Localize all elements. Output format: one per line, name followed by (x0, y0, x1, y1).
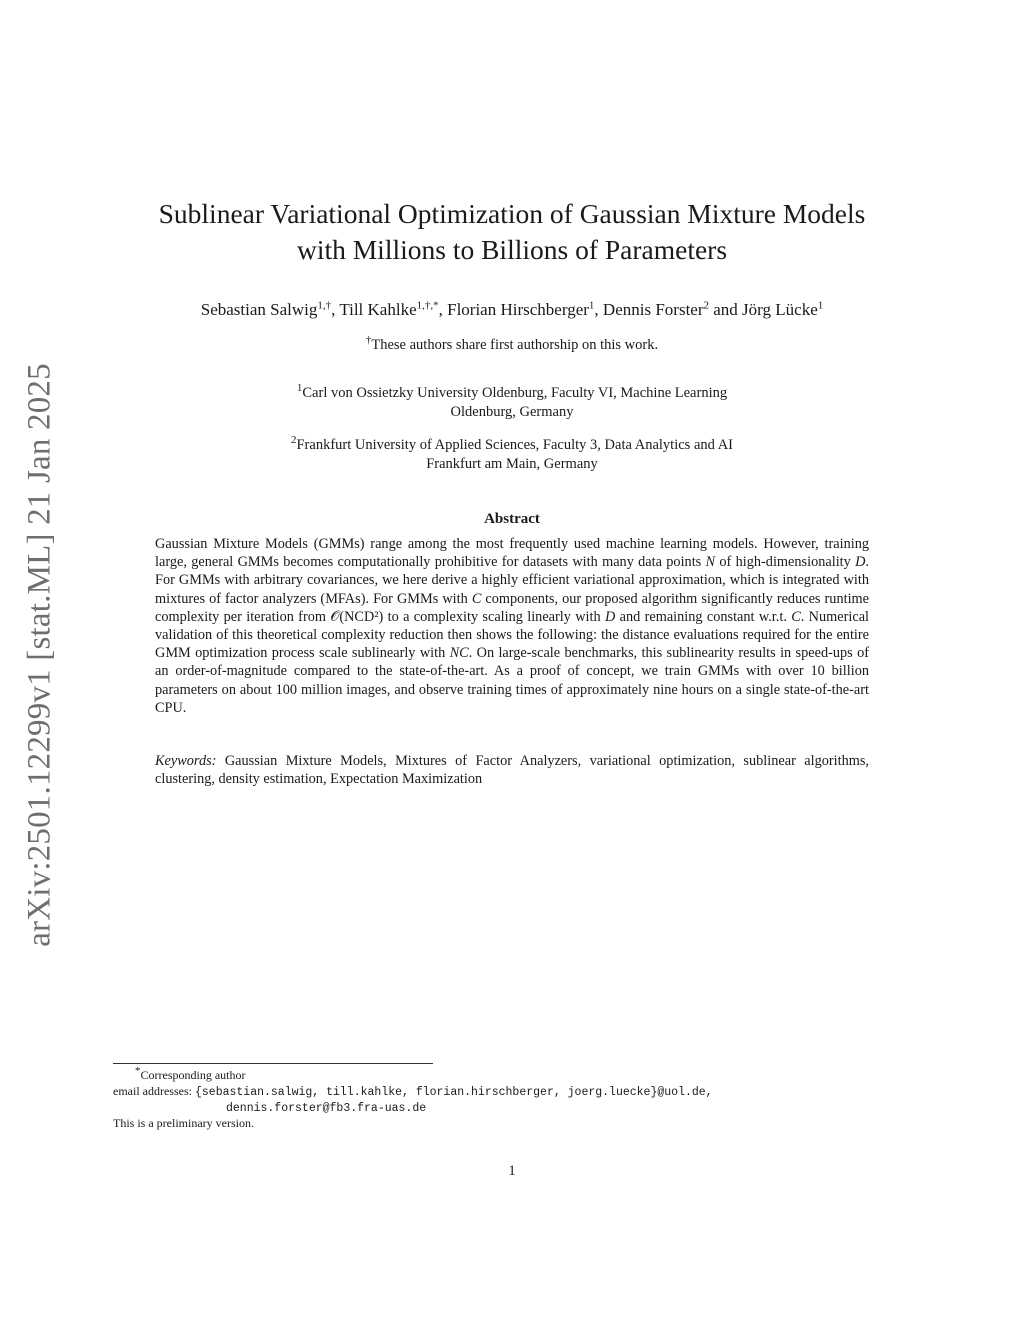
author-name: Till Kahlke (339, 300, 417, 319)
paper-title (100, 196, 924, 268)
math-symbol: NC (449, 645, 469, 662)
abstract-text: . For GMMs with arbitrary covariances, we here derive a highly efficient variational approximation, which is integrated with mixtures of factor analyzers (MFAs). For GMMs with (155, 554, 869, 607)
abstract-text: Gaussian Mixture Models (GMMs) range among the most frequently used machine learning models. However, training large, general GMMs becomes computationally prohibitive for datasets with many data points (155, 536, 869, 571)
math-symbol: D (604, 608, 616, 625)
email-label: email addresses: (113, 1084, 195, 1098)
abstract-text: components, our proposed algorithm significantly reduces runtime complexity per iteration from (155, 590, 870, 625)
author-name: Jörg Lücke (742, 300, 818, 319)
math-symbol: N (705, 554, 716, 571)
author-affiliation-mark: 1,†,* (416, 299, 439, 312)
abstract-text: of high-dimensionality (715, 554, 856, 571)
author-affiliation-mark: 1 (817, 299, 824, 312)
shared-authorship-note (0, 334, 1024, 356)
affiliation-institution: Frankfurt University of Applied Sciences, Faculty 3, Data Analytics and AI (296, 437, 734, 453)
author-list (60, 298, 964, 322)
abstract-text: . Numerical validation of this theoretical complexity reduction then shows the following: the distance evaluations required for the entire GMM optimization process scale sublinearly with (155, 608, 870, 662)
complexity-expression: 𝒪(NCD²) (330, 608, 384, 625)
shared-authorship-text: These authors share first authorship on this work. (371, 337, 659, 353)
affiliation-location: Frankfurt am Main, Germany (426, 456, 598, 472)
email-addresses: {sebastian.salwig, till.kahlke, florian.hirschberger, joerg.luecke}@uol.de, (194, 1086, 713, 1099)
keywords (155, 752, 869, 788)
author-separator: , (331, 300, 340, 319)
author-name: Florian Hirschberger (447, 300, 589, 319)
math-symbol: C (791, 608, 801, 625)
author-affiliation-mark: 2 (703, 299, 709, 312)
arxiv-identifier-stamp: arXiv:2501.12299v1 [stat.ML] 21 Jan 2025 (21, 363, 58, 947)
math-symbol: C (471, 590, 482, 607)
author-separator: , (438, 300, 448, 319)
email-address: dennis.forster@fb3.fra-uas.de (226, 1102, 427, 1115)
dagger-mark: † (365, 334, 372, 347)
author-separator: , (594, 300, 603, 319)
footnote-preliminary: This is a preliminary version. (113, 1116, 254, 1130)
author-affiliation-mark: 1,† (317, 299, 332, 312)
abstract-text: to a complexity scaling linearly with (383, 608, 605, 625)
affiliation-2 (150, 436, 874, 474)
author-separator: and (709, 300, 743, 319)
footnote-corresponding-author (135, 1065, 935, 1083)
title-line-2: with Millions to Billions of Parameters (296, 234, 728, 265)
footnote-email-line-1 (113, 1084, 913, 1100)
page-number: 1 (508, 1163, 516, 1179)
author-name: Sebastian Salwig (200, 300, 318, 319)
abstract-heading: Abstract (484, 511, 540, 527)
footnote-text: Corresponding author (140, 1068, 246, 1082)
keywords-label: Keywords: (155, 753, 217, 769)
author-name: Dennis Forster (602, 300, 704, 319)
keywords-text: Gaussian Mixture Models, Mixtures of Factor Analyzers, variational optimization, sublinear algorithms, clustering, density estimation, Expectation Maximization (155, 753, 869, 788)
asterisk-mark: * (135, 1065, 141, 1077)
math-symbol: D (855, 554, 866, 571)
affiliation-mark: 1 (296, 382, 303, 395)
abstract-text: . On large-scale benchmarks, this sublinearity results in speed-ups of an order-of-magnitude compared to the state-of-the-art. As a proof of concept, we train GMMs with over 10 billion parameters on about 100 million images, and observe training times of approximately nine hours on a single state-of-the-art CPU. (155, 645, 870, 716)
title-line-1: Sublinear Variational Optimization of Gaussian Mixture Models (158, 198, 866, 229)
footnote-email-line-2 (226, 1100, 1024, 1116)
abstract-text: and remaining constant w.r.t. (615, 608, 792, 625)
footnote-divider (113, 1063, 433, 1064)
abstract-body (155, 535, 869, 717)
affiliation-1 (150, 384, 874, 422)
affiliation-institution: Carl von Ossietzky University Oldenburg, Faculty VI, Machine Learning (302, 385, 728, 401)
affiliation-location: Oldenburg, Germany (450, 404, 574, 420)
author-affiliation-mark: 1 (588, 299, 595, 312)
affiliation-mark: 2 (290, 434, 297, 447)
